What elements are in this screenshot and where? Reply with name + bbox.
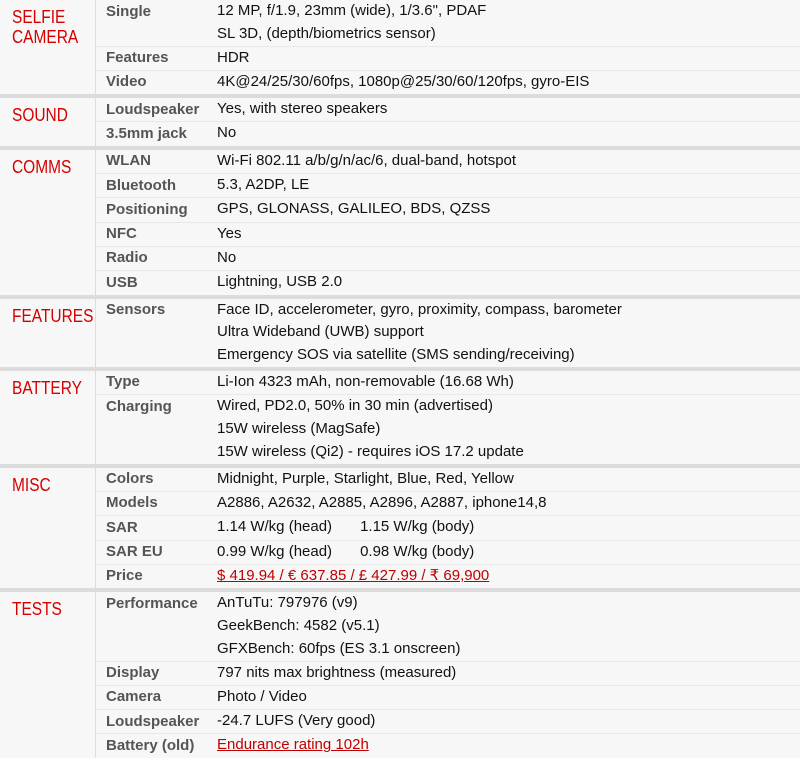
spec-values — [217, 592, 800, 660]
spec-value: GeekBench: 4582 (v5.1) — [217, 616, 380, 634]
section-category-label: COMMS — [12, 156, 72, 177]
section-rows — [96, 592, 800, 758]
spec-value: 15W wireless (MagSafe) — [217, 420, 381, 438]
spec-value: No — [217, 248, 237, 266]
section-category-title[interactable] — [0, 468, 96, 588]
spec-value: 4K@24/25/30/60fps, 1080p@25/30/60/120fps, gyro-EIS — [217, 72, 590, 90]
spec-values — [217, 686, 800, 709]
spec-label[interactable]: Single — [106, 2, 152, 20]
section-rows — [96, 0, 800, 94]
section-category-title[interactable] — [0, 592, 96, 758]
spec-section-features — [0, 299, 800, 371]
spec-value: 5.3, A2DP, LE — [217, 176, 310, 194]
spec-value: Ultra Wideband (UWB) support — [217, 323, 424, 341]
spec-row — [96, 468, 800, 491]
spec-row — [96, 709, 800, 733]
spec-value-link[interactable]: $ 419.94 / € 637.85 / £ 427.99 / ₹ 69,900 — [217, 566, 490, 584]
spec-value: Wired, PD2.0, 50% in 30 min (advertised) — [217, 397, 493, 415]
section-category-label: MISC — [12, 474, 51, 495]
spec-label[interactable]: Performance — [106, 594, 198, 612]
spec-row — [96, 515, 800, 539]
spec-value: 0.99 W/kg (head) — [217, 542, 333, 560]
spec-value: SL 3D, (depth/biometrics sensor) — [217, 24, 436, 42]
spec-value: 1.15 W/kg (body) — [360, 518, 475, 536]
spec-row — [96, 540, 800, 564]
section-category-title[interactable] — [0, 98, 96, 146]
spec-label[interactable]: Loudspeaker — [106, 712, 200, 730]
spec-label[interactable]: Bluetooth — [106, 176, 176, 194]
spec-section-battery — [0, 371, 800, 468]
spec-section-tests — [0, 592, 800, 758]
spec-value: Lightning, USB 2.0 — [217, 273, 343, 291]
spec-section-selfie-camera — [0, 0, 800, 98]
spec-values — [217, 565, 800, 588]
section-category-label: TESTS — [12, 599, 62, 620]
spec-label[interactable]: Price — [106, 567, 143, 585]
spec-label[interactable]: Display — [106, 664, 160, 682]
spec-row — [96, 70, 800, 94]
spec-label[interactable]: Video — [106, 73, 147, 91]
spec-label[interactable]: Loudspeaker — [106, 100, 200, 118]
spec-values — [217, 98, 800, 121]
spec-value: Yes — [217, 224, 242, 242]
spec-value-link[interactable]: Endurance rating 102h — [217, 736, 369, 754]
spec-values — [217, 174, 800, 197]
section-rows — [96, 150, 800, 295]
spec-label[interactable]: Features — [106, 49, 169, 67]
spec-value: 797 nits max brightness (measured) — [217, 663, 457, 681]
spec-row — [96, 299, 800, 367]
spec-values — [217, 516, 800, 539]
spec-row — [96, 685, 800, 709]
spec-label[interactable]: Battery (old) — [106, 736, 195, 754]
spec-value: 0.98 W/kg (body) — [360, 542, 475, 560]
spec-label[interactable]: USB — [106, 273, 138, 291]
spec-label[interactable]: SAR — [106, 518, 138, 536]
spec-row — [96, 98, 800, 121]
spec-row — [96, 0, 800, 46]
spec-label[interactable]: Colors — [106, 470, 154, 488]
spec-row — [96, 150, 800, 173]
spec-values — [217, 710, 800, 733]
section-category-title[interactable] — [0, 299, 96, 367]
spec-values — [217, 299, 800, 367]
spec-row — [96, 491, 800, 515]
spec-value: Photo / Video — [217, 687, 307, 705]
spec-values — [217, 71, 800, 94]
section-category-label: FEATURES — [12, 305, 94, 326]
spec-values — [217, 0, 800, 46]
section-rows — [96, 371, 800, 464]
spec-row — [96, 121, 800, 145]
section-category-title[interactable] — [0, 371, 96, 464]
spec-value: Wi-Fi 802.11 a/b/g/n/ac/6, dual-band, hotspot — [217, 151, 517, 169]
spec-values — [217, 150, 800, 173]
spec-value: 12 MP, f/1.9, 23mm (wide), 1/3.6", PDAF — [217, 2, 487, 19]
spec-section-misc — [0, 468, 800, 592]
section-rows — [96, 468, 800, 588]
spec-value: Li-Ion 4323 mAh, non-removable (16.68 Wh) — [217, 372, 514, 390]
spec-row — [96, 564, 800, 588]
spec-value: GPS, GLONASS, GALILEO, BDS, QZSS — [217, 200, 491, 218]
spec-values — [217, 47, 800, 70]
spec-values — [217, 395, 800, 463]
spec-row — [96, 371, 800, 394]
spec-row — [96, 270, 800, 294]
spec-value: No — [217, 124, 237, 142]
spec-label[interactable]: 3.5mm jack — [106, 124, 187, 142]
spec-row — [96, 246, 800, 270]
section-category-label: SOUND — [12, 105, 68, 126]
spec-value-line — [217, 565, 800, 588]
section-category-label: BATTERY — [12, 377, 82, 398]
spec-row — [96, 46, 800, 70]
spec-value: 15W wireless (Qi2) - requires iOS 17.2 update — [217, 442, 524, 460]
spec-label[interactable]: Charging — [106, 397, 172, 415]
spec-label[interactable]: Models — [106, 494, 158, 512]
spec-values — [217, 271, 800, 294]
spec-label[interactable]: Radio — [106, 249, 148, 267]
spec-label[interactable]: Positioning — [106, 200, 188, 218]
spec-values — [217, 122, 800, 145]
spec-values — [217, 198, 800, 221]
spec-label[interactable]: NFC — [106, 225, 137, 243]
spec-row — [96, 394, 800, 463]
spec-row — [96, 661, 800, 685]
spec-value: 1.14 W/kg (head) — [217, 518, 333, 536]
spec-value: A2886, A2632, A2885, A2896, A2887, iphone14,8 — [217, 493, 547, 511]
spec-values — [217, 247, 800, 270]
section-rows — [96, 299, 800, 367]
spec-value-line — [217, 541, 800, 564]
spec-value: Yes, with stereo speakers — [217, 100, 388, 118]
spec-values — [217, 468, 800, 491]
spec-label[interactable]: Sensors — [106, 301, 166, 319]
spec-value-line — [217, 516, 800, 539]
spec-value: HDR — [217, 48, 250, 66]
spec-values — [217, 223, 800, 246]
spec-values — [217, 371, 800, 394]
spec-value: AnTuTu: 797976 (v9) — [217, 594, 358, 612]
spec-values — [217, 541, 800, 564]
spec-label[interactable]: SAR EU — [106, 543, 163, 561]
section-category-label: SELFIE CAMERA — [12, 7, 79, 47]
spec-value-line — [217, 734, 800, 757]
spec-section-comms — [0, 150, 800, 299]
spec-value: Midnight, Purple, Starlight, Blue, Red, Yellow — [217, 469, 514, 487]
spec-value: GFXBench: 60fps (ES 3.1 onscreen) — [217, 639, 461, 657]
spec-values — [217, 662, 800, 685]
spec-value: Emergency SOS via satellite (SMS sending/receiving) — [217, 346, 575, 364]
spec-values — [217, 734, 800, 757]
spec-row — [96, 592, 800, 660]
spec-row — [96, 173, 800, 197]
spec-label[interactable]: Camera — [106, 688, 162, 706]
section-category-title[interactable] — [0, 0, 96, 94]
spec-label[interactable]: Type — [106, 373, 140, 391]
spec-section-sound — [0, 98, 800, 150]
spec-row — [96, 733, 800, 757]
spec-values — [217, 492, 800, 515]
spec-value: -24.7 LUFS (Very good) — [217, 712, 376, 730]
section-category-title[interactable] — [0, 150, 96, 295]
spec-label[interactable]: WLAN — [106, 152, 151, 170]
section-rows — [96, 98, 800, 146]
spec-value: Face ID, accelerometer, gyro, proximity, compass, barometer — [217, 300, 622, 318]
spec-row — [96, 222, 800, 246]
spec-row — [96, 197, 800, 221]
